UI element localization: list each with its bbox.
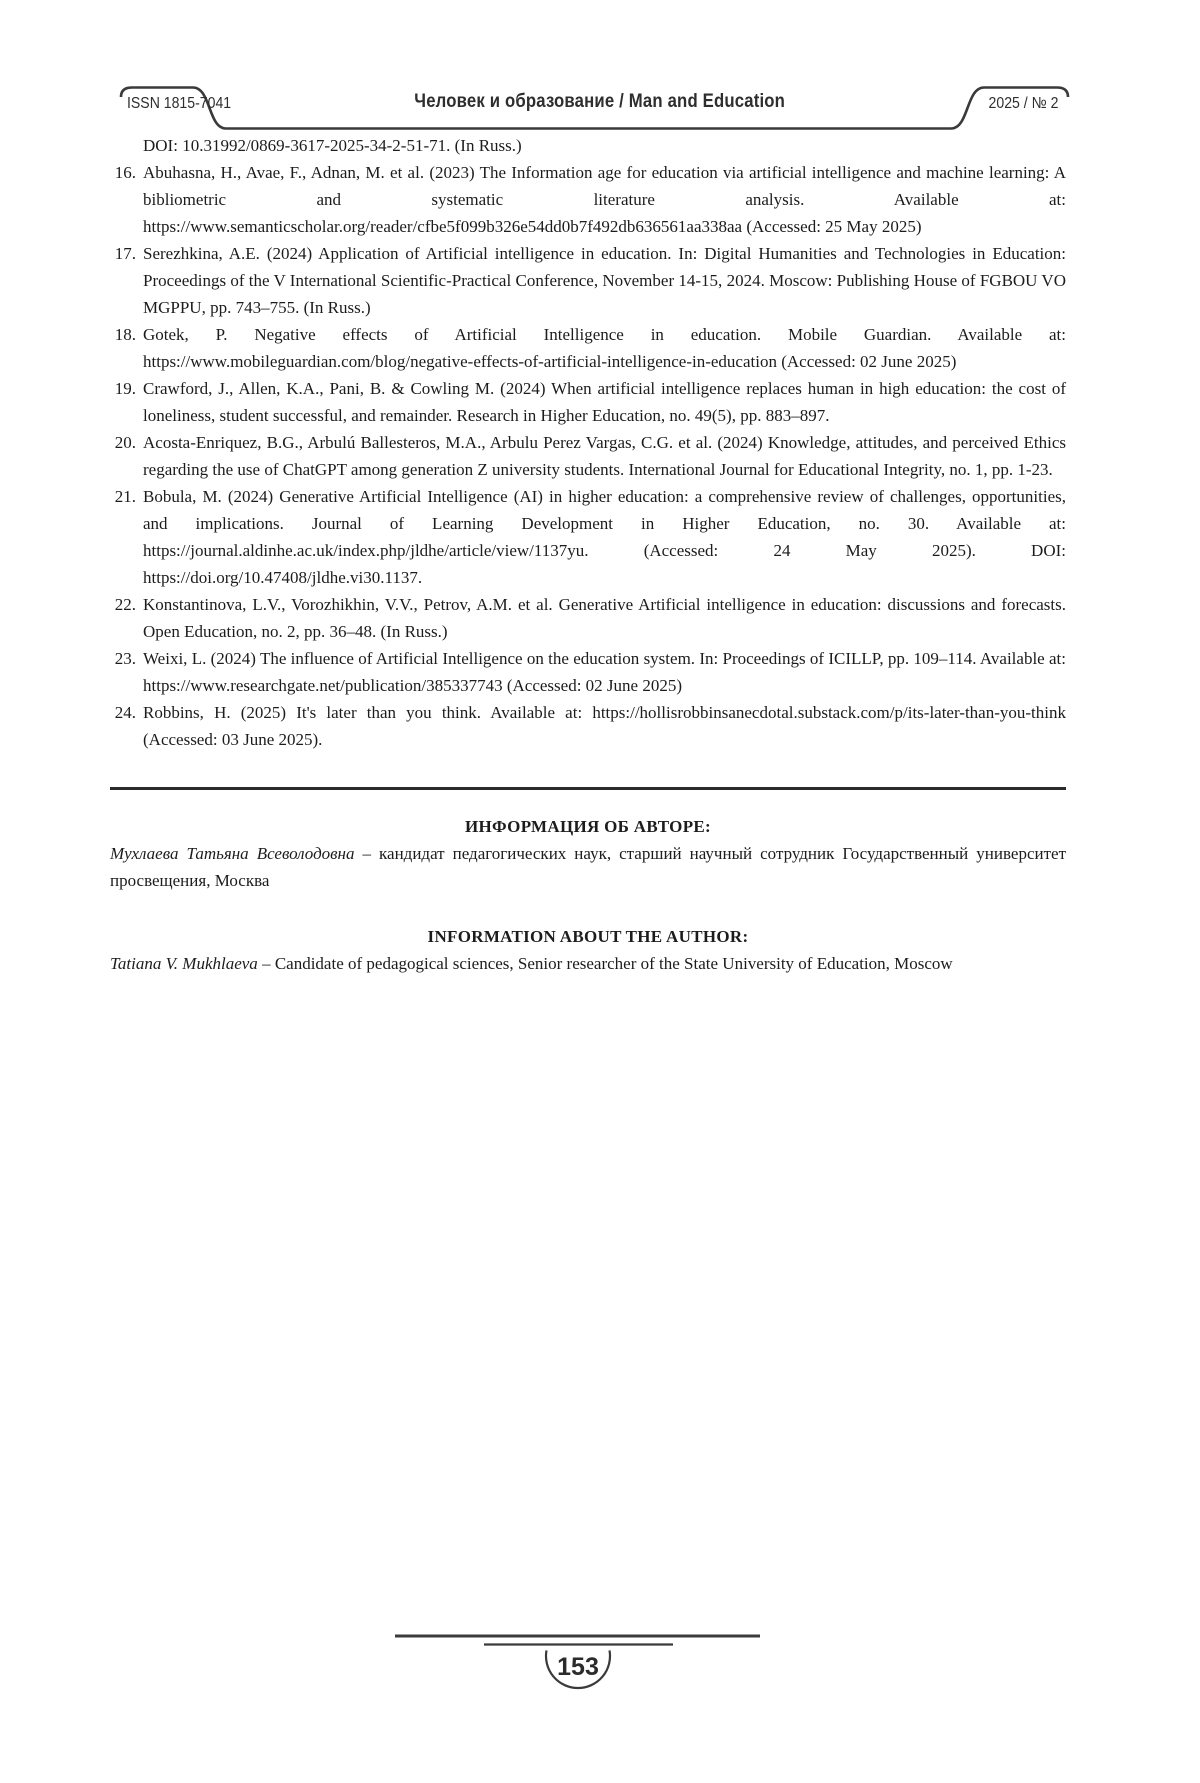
header-issn: ISSN 1815-7041 — [127, 95, 232, 112]
reference-text: Robbins, H. (2025) It's later than you think. Available at: https://hollisrobbinsanecdotal.substack.com/p/its-later-than-you-think (Accessed: 03 June 2025). — [143, 703, 1066, 749]
author-description-ru: – кандидат педагогических наук, старший научный сотрудник Государственный университет просвещения, Москва — [110, 844, 1067, 890]
reference-number: 19. — [114, 379, 136, 398]
header-issue: 2025 / № 2 — [988, 95, 1058, 112]
author-name-en: Tatiana V. Mukhlaeva — [110, 954, 258, 973]
reference-number: 20. — [114, 433, 136, 452]
reference-item — [110, 483, 1066, 591]
reference-text: Bobula, M. (2024) Generative Artificial Intelligence (AI) in higher education: a comprehensive review of challenges, opportunities, and implications. Journal of Learning Development in Higher Education, no. 30. Available at: https://journal.aldinhe.ac.uk/index.php/jldhe/article/view/1137yu. (Accessed: 24 May 2025). DOI: https://doi.org/10.47408/jldhe.vi30.1137. — [143, 487, 1066, 587]
header-rule — [0, 0, 1200, 140]
author-name-ru: Мухлаева Татьяна Всеволодовна — [110, 844, 355, 863]
header-journal-title-text: Человек и образование / Man and Education — [414, 91, 786, 112]
reference-number: 23. — [114, 649, 136, 668]
reference-list — [110, 159, 1066, 753]
page-number: 153 — [557, 1653, 599, 1681]
reference-item — [110, 321, 1066, 375]
reference-number: 18. — [114, 325, 136, 344]
author-info-heading-ru: ИНФОРМАЦИЯ ОБ АВТОРЕ: — [465, 817, 711, 836]
page-content — [110, 132, 1066, 977]
reference-item — [110, 240, 1066, 321]
reference-text: Crawford, J., Allen, K.A., Pani, B. & Cowling M. (2024) When artificial intelligence replaces human in high education: the cost of loneliness, student successful, and remainder. Research in Higher Education, no. 49(5), pp. 883–897. — [143, 379, 1066, 425]
footer — [330, 1628, 830, 1728]
author-info-paragraph-ru — [110, 840, 1066, 894]
reference-text: Serezhkina, A.E. (2024) Application of Artificial intelligence in education. In: Digital Humanities and Technologies in Education: Proceedings of the V International Scientific-Practical Conference, November 14-15, 2024. Moscow: Publishing House of FGBOU VO MGPPU, pp. 743–755. (In Russ.) — [143, 244, 1066, 317]
reference-text: Weixi, L. (2024) The influence of Artificial Intelligence on the education system. In: Proceedings of ICILLP, pp. 109–114. Available at: https://www.researchgate.net/publication/385337743 (Accessed: 02 June 2025) — [143, 649, 1066, 695]
reference-item — [110, 591, 1066, 645]
reference-item — [110, 159, 1066, 240]
reference-item — [110, 645, 1066, 699]
reference-text: Konstantinova, L.V., Vorozhikhin, V.V., Petrov, A.M. et al. Generative Artificial intelligence in education: discussions and forecasts. Open Education, no. 2, pp. 36–48. (In Russ.) — [143, 595, 1066, 641]
reference-item — [110, 375, 1066, 429]
reference-text: Abuhasna, H., Avae, F., Adnan, M. et al. (2023) The Information age for education via artificial intelligence and machine learning: A bibliometric and systematic literature analysis. Available at: https://www.semanticscholar.org/reader/cfbe5f099b326e54dd0b7f492db636561aa338aa (Accessed: 25 May 2025) — [143, 163, 1066, 236]
reference-number: 21. — [114, 487, 136, 506]
reference-text: Gotek, P. Negative effects of Artificial Intelligence in education. Mobile Guardian. Available at: https://www.mobileguardian.com/blog/negative-effects-of-artificial-intelligence-in-education (Accessed: 02 June 2025) — [143, 325, 1066, 371]
reference-number: 16. — [114, 163, 136, 182]
reference-continuation-line: DOI: 10.31992/0869-3617-2025-34-2-51-71. (In Russ.) — [143, 136, 522, 155]
section-divider — [110, 787, 1066, 790]
reference-item — [110, 699, 1066, 753]
reference-text: Acosta-Enriquez, B.G., Arbulú Ballesteros, M.A., Arbulu Perez Vargas, C.G. et al. (2024) Knowledge, attitudes, and perceived Ethics regarding the use of ChatGPT among generation Z university students. International Journal for Educational Integrity, no. 1, pp. 1-23. — [143, 433, 1066, 479]
author-info-heading-en: INFORMATION ABOUT THE AUTHOR: — [427, 927, 749, 946]
reference-number: 24. — [114, 703, 136, 722]
author-info-paragraph-en — [110, 950, 1066, 977]
reference-item — [110, 429, 1066, 483]
reference-number: 17. — [114, 244, 136, 263]
author-description-en: – Candidate of pedagogical sciences, Senior researcher of the State University of Education, Moscow — [262, 954, 953, 973]
reference-number: 22. — [114, 595, 136, 614]
